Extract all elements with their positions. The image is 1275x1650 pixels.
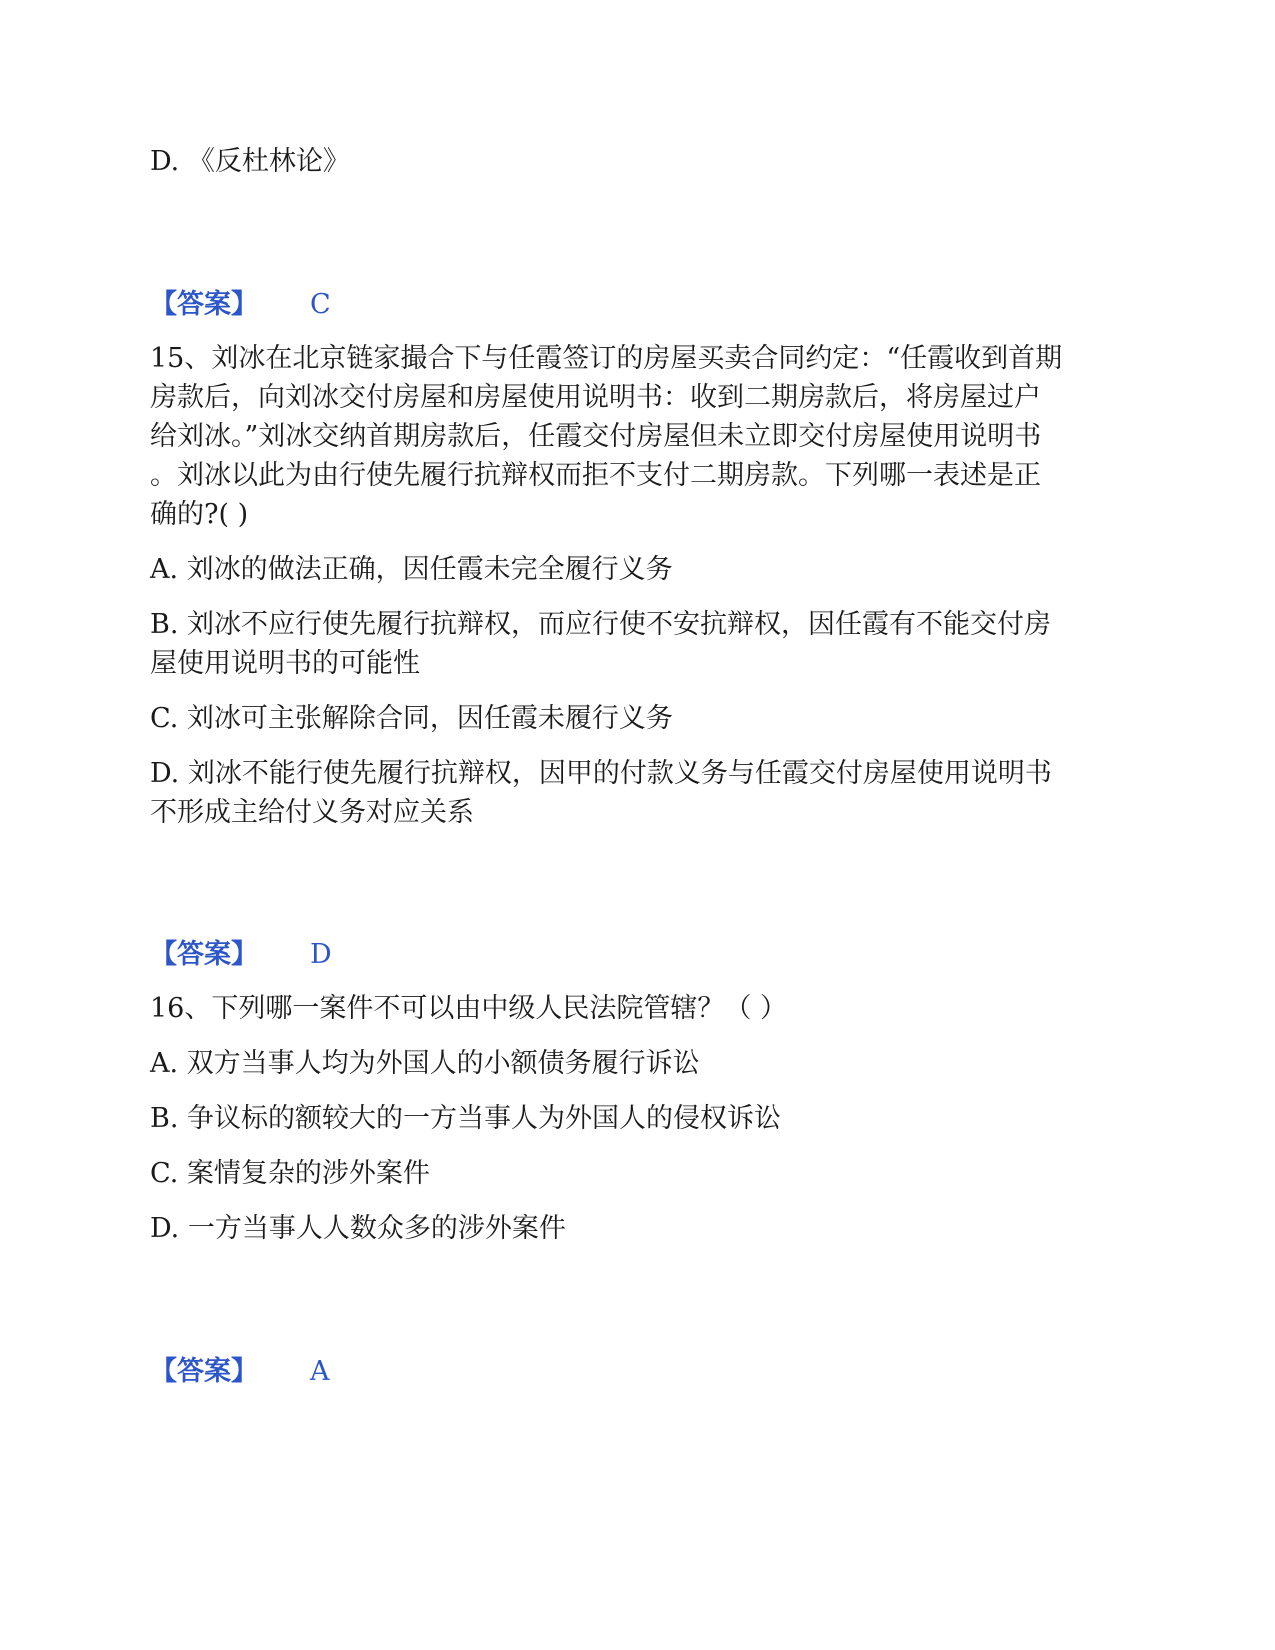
q14-option-d: D. 《反杜林论》 [150,146,350,177]
q15-stem-line-5: 确的?( ) [150,499,249,530]
answer-16 [150,1353,330,1391]
q16-stem: 16、下列哪一案件不可以由中级人民法院管辖？（ ） [150,993,787,1024]
q15-option-d-line-1: D. 刘冰不能行使先履行抗辩权，因甲的付款义务与任霞交付房屋使用说明书 [150,758,1052,789]
q16-option-c: C. 案情复杂的涉外案件 [150,1158,430,1189]
answer-value: C [310,289,331,320]
q16-option-a: A. 双方当事人均为外国人的小额债务履行诉讼 [150,1048,700,1079]
q16-option-d: D. 一方当事人人数众多的涉外案件 [150,1213,566,1244]
q16-option-b: B. 争议标的额较大的一方当事人为外国人的侵权诉讼 [150,1103,782,1134]
q15-option-a: A. 刘冰的做法正确，因任霞未完全履行义务 [150,554,673,585]
answer-value: A [310,1356,330,1387]
answer-15 [150,936,332,974]
answer-value: D [310,939,332,970]
q15-option-b-line-1: B. 刘冰不应行使先履行抗辩权，而应行使不安抗辩权，因任霞有不能交付房 [150,609,1052,640]
q15-stem-line-1: 15、刘冰在北京链家撮合下与任霞签订的房屋买卖合同约定：“任霞收到首期 [150,343,1063,374]
q15-stem-line-3: 给刘冰。”刘冰交纳首期房款后，任霞交付房屋但未立即交付房屋使用说明书 [150,421,1042,452]
answer-tag: 【答案】 [150,939,258,970]
q15-option-b-line-2: 屋使用说明书的可能性 [150,648,420,679]
q15-option-c: C. 刘冰可主张解除合同，因任霞未履行义务 [150,703,673,734]
q15-option-d-line-2: 不形成主给付义务对应关系 [150,797,474,828]
answer-tag: 【答案】 [150,1356,258,1387]
answer-14 [150,286,331,324]
q15-stem-line-4: 。刘冰以此为由行使先履行抗辩权而拒不支付二期房款。下列哪一表述是正 [150,460,1041,491]
answer-tag: 【答案】 [150,289,258,320]
q15-stem-line-2: 房款后，向刘冰交付房屋和房屋使用说明书：收到二期房款后，将房屋过户 [150,382,1041,413]
